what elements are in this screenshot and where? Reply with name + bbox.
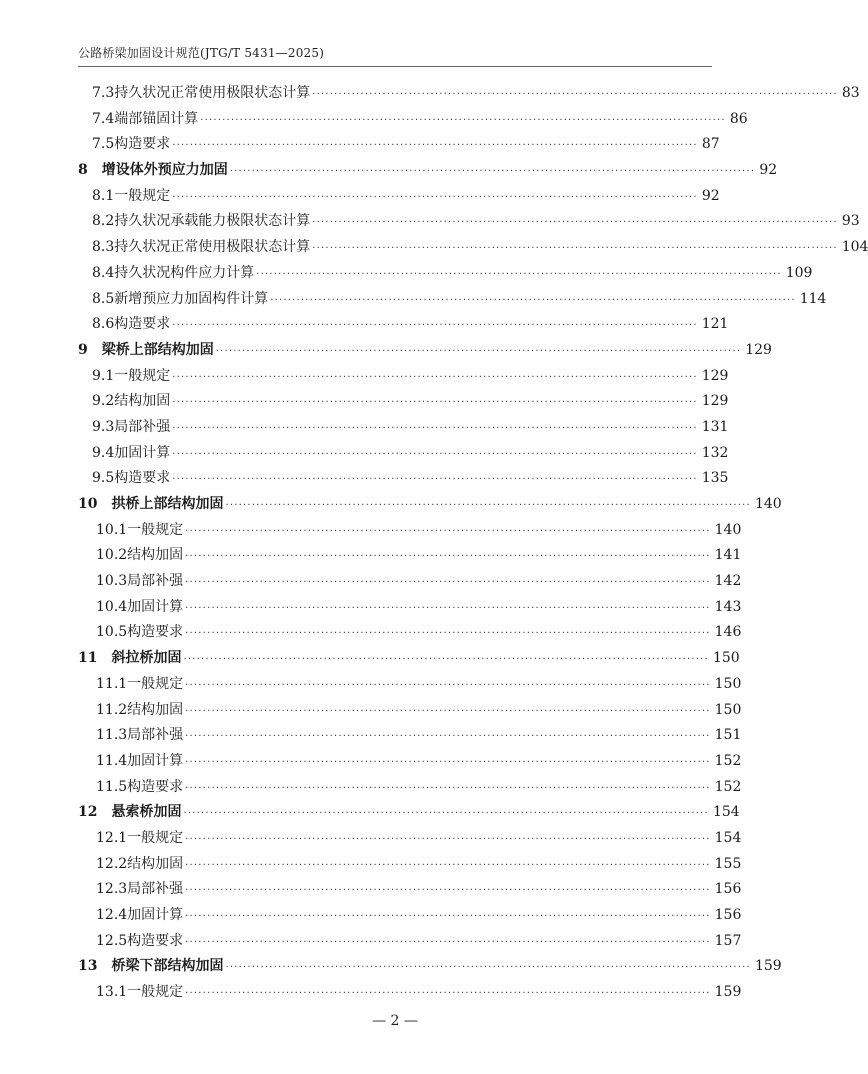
toc-entry-title: 构造要求 (114, 136, 171, 153)
toc-entry-number: 7.4 (92, 110, 115, 127)
dot-leader: ························································································································ (172, 140, 698, 152)
toc-entry-title: 增设体外预应力加固 (101, 162, 228, 179)
toc-entry-title: 持久状况构件应力计算 (114, 264, 255, 281)
toc-entry-page: 157 (714, 932, 742, 949)
dot-leader: ························································································································ (312, 217, 838, 229)
toc-section-entry[interactable] (78, 903, 742, 929)
toc-entry-page: 154 (714, 829, 742, 846)
toc-entry-title: 加固计算 (127, 907, 184, 923)
dot-leader: ························································································································ (183, 808, 709, 820)
dot-leader: ························································································································ (185, 782, 711, 794)
dot-leader: ························································································································ (185, 679, 711, 691)
dot-leader: ························································································································ (312, 89, 838, 100)
toc-entry-title: 一般规定 (114, 187, 171, 204)
toc-entry-page: 93 (841, 213, 860, 230)
toc-entry-page: 104 (841, 239, 868, 256)
toc-entry-page: 154 (712, 804, 740, 821)
toc-entry-number: 11.3 (96, 727, 128, 744)
toc-entry-number: 12.1 (96, 829, 128, 846)
dot-leader: ························································································································ (215, 345, 742, 357)
toc-entry-page: 92 (759, 162, 778, 179)
toc-entry-title: 结构加固 (127, 855, 184, 872)
toc-section-entry[interactable] (78, 518, 742, 544)
toc-entry-number: 7.3 (92, 85, 115, 101)
toc-entry-title: 局部补强 (127, 573, 184, 590)
toc-entry-number: 9.5 (92, 470, 115, 487)
toc-section-entry[interactable] (78, 749, 742, 775)
toc-entry-page: 114 (799, 290, 827, 307)
toc-entry-title: 构造要求 (127, 624, 184, 641)
toc-entry-page: 86 (729, 110, 748, 127)
toc-entry-page: 135 (701, 470, 729, 487)
toc-section-entry[interactable] (78, 209, 860, 235)
toc-entry-page: 146 (714, 624, 742, 641)
toc-entry-number: 8.6 (92, 316, 115, 333)
toc-entry-number: 10 (78, 496, 98, 512)
toc-entry-title: 局部补强 (127, 727, 184, 744)
toc-entry-title: 持久状况正常使用极限状态计算 (114, 239, 311, 256)
toc-entry-title: 构造要求 (114, 470, 171, 487)
toc-entry-title: 构造要求 (114, 316, 171, 333)
dot-leader: ························································································································ (185, 525, 711, 537)
dot-leader: ························································································································ (185, 833, 711, 845)
toc-entry-number: 11.5 (96, 778, 128, 795)
toc-section-entry[interactable] (78, 415, 729, 441)
toc-entry-title: 结构加固 (114, 393, 171, 410)
toc-chapter-entry[interactable] (78, 158, 778, 184)
page-number: — 2 — (372, 1013, 418, 1029)
toc-entry-title: 持久状况承载能力极限状态计算 (114, 213, 311, 230)
toc-section-entry[interactable] (78, 877, 742, 903)
toc-section-entry[interactable] (78, 287, 827, 313)
toc-entry-number: 12.4 (96, 907, 128, 923)
toc-entry-page: 109 (785, 264, 813, 281)
toc-chapter-entry[interactable] (78, 954, 782, 980)
dot-leader: ························································································································ (172, 448, 698, 460)
toc-entry-title: 梁桥上部结构加固 (101, 341, 214, 358)
toc-entry-number: 8.3 (92, 239, 115, 256)
toc-section-entry[interactable] (78, 132, 720, 158)
toc-entry-title: 加固计算 (127, 752, 184, 769)
toc-entry-page: 152 (714, 752, 742, 769)
toc-section-entry[interactable] (78, 107, 748, 133)
toc-entry-page: 152 (714, 778, 742, 795)
toc-entry-page: 156 (714, 881, 742, 898)
dot-leader: ························································································································ (185, 859, 711, 871)
toc-section-entry[interactable] (78, 81, 860, 107)
toc-entry-number: 12 (78, 804, 98, 821)
toc-entry-title: 斜拉桥加固 (111, 650, 182, 667)
toc-entry-number: 12.3 (96, 881, 128, 898)
toc-entry-page: 151 (714, 727, 742, 744)
dot-leader: ························································································································ (185, 936, 711, 948)
toc-chapter-entry[interactable] (78, 800, 740, 826)
toc-entry-number: 9.1 (92, 367, 115, 384)
toc-entry-title: 构造要求 (127, 778, 184, 795)
toc-entry-title: 持久状况正常使用极限状态计算 (114, 85, 311, 101)
toc-section-entry[interactable] (78, 184, 720, 210)
dot-leader: ························································································································ (185, 988, 711, 1000)
dot-leader: ························································································································ (172, 371, 698, 383)
toc-section-entry[interactable] (78, 364, 729, 390)
toc-entry-page: 150 (714, 701, 742, 718)
toc-entry-page: 142 (714, 573, 742, 590)
toc-entry-number: 7.5 (92, 136, 115, 153)
toc-entry-title: 一般规定 (127, 521, 184, 538)
toc-section-entry[interactable] (78, 261, 813, 287)
toc-section-entry[interactable] (78, 852, 742, 878)
toc-section-entry[interactable] (78, 569, 742, 595)
dot-leader: ························································································································ (183, 654, 709, 666)
toc-entry-number: 13.1 (96, 984, 128, 1001)
toc-section-entry[interactable] (78, 312, 729, 338)
toc-entry-title: 构造要求 (127, 932, 184, 949)
toc-section-entry[interactable] (78, 672, 742, 698)
toc-entry-number: 9 (78, 341, 88, 358)
toc-entry-title: 一般规定 (114, 367, 171, 384)
toc-entry-number: 11 (78, 650, 98, 667)
toc-entry-title: 一般规定 (127, 829, 184, 846)
dot-leader: ························································································································ (172, 397, 698, 409)
dot-leader: ························································································································ (185, 705, 711, 717)
toc-entry-number: 13 (78, 958, 98, 975)
header-divider (78, 66, 712, 67)
toc-entry-page: 140 (714, 521, 742, 538)
toc-section-entry[interactable] (78, 441, 729, 467)
toc-section-entry[interactable] (78, 775, 742, 801)
dot-leader: ························································································································ (200, 114, 726, 126)
dot-leader: ························································································································ (172, 422, 698, 434)
toc-entry-number: 10.3 (96, 573, 128, 590)
dot-leader: ························································································································ (185, 731, 711, 743)
toc-entry-page: 92 (701, 187, 720, 204)
dot-leader: ························································································································ (172, 474, 698, 486)
toc-chapter-entry[interactable] (78, 646, 740, 672)
dot-leader: ························································································································ (225, 962, 751, 974)
toc-entry-title: 局部补强 (114, 418, 171, 435)
toc-section-entry[interactable] (78, 466, 729, 492)
toc-entry-number: 8.4 (92, 264, 115, 281)
toc-entry-number: 11.4 (96, 752, 128, 769)
toc-entry-page: 132 (701, 444, 729, 461)
toc-entry-page: 129 (701, 393, 729, 410)
dot-leader: ························································································································ (185, 885, 711, 897)
dot-leader: ························································································································ (185, 911, 711, 922)
toc-entry-title: 结构加固 (127, 547, 184, 564)
dot-leader: ························································································································ (185, 602, 711, 614)
running-header: 公路桥梁加固设计规范(JTG/T 5431—2025) (78, 46, 325, 60)
toc-entry-number: 12.2 (96, 855, 128, 872)
toc-entry-page: 121 (701, 316, 729, 333)
toc-section-entry[interactable] (78, 723, 742, 749)
toc-entry-page: 156 (714, 907, 742, 923)
toc-chapter-entry[interactable] (78, 492, 782, 518)
toc-entry-number: 9.4 (92, 444, 115, 461)
toc-section-entry[interactable] (78, 235, 868, 261)
dot-leader: ························································································································ (185, 756, 711, 768)
toc-entry-page: 140 (754, 496, 782, 512)
toc-entry-number: 10.4 (96, 598, 128, 615)
dot-leader: ························································································································ (312, 243, 838, 255)
dot-leader: ························································································································ (229, 166, 756, 178)
toc-entry-page: 150 (712, 650, 740, 667)
toc-entry-page: 131 (701, 418, 729, 435)
toc-entry-number: 8 (78, 162, 88, 179)
toc-section-entry[interactable] (78, 543, 742, 569)
toc-entry-page: 129 (745, 341, 772, 358)
table-of-contents (78, 81, 868, 1006)
toc-entry-page: 159 (714, 984, 742, 1001)
toc-entry-title: 悬索桥加固 (111, 804, 182, 821)
dot-leader: ························································································································ (256, 268, 782, 280)
toc-section-entry[interactable] (78, 826, 742, 852)
toc-entry-number: 12.5 (96, 932, 128, 949)
toc-entry-title: 桥梁下部结构加固 (111, 958, 224, 975)
dot-leader: ························································································································ (185, 628, 711, 640)
dot-leader: ························································································································ (172, 320, 698, 332)
toc-entry-number: 11.1 (96, 675, 128, 692)
dot-leader: ························································································································ (172, 191, 698, 203)
dot-leader: ························································································································ (185, 577, 711, 589)
toc-section-entry[interactable] (78, 389, 729, 415)
dot-leader: ························································································································ (270, 294, 796, 306)
toc-section-entry[interactable] (78, 620, 742, 646)
toc-entry-title: 一般规定 (127, 984, 184, 1001)
toc-entry-title: 一般规定 (127, 675, 184, 692)
toc-entry-number: 9.3 (92, 418, 115, 435)
toc-entry-number: 8.2 (92, 213, 115, 230)
toc-entry-page: 141 (714, 547, 742, 564)
toc-entry-title: 拱桥上部结构加固 (111, 496, 224, 512)
toc-entry-title: 端部锚固计算 (114, 110, 199, 127)
toc-entry-page: 143 (714, 598, 742, 615)
toc-entry-page: 129 (701, 367, 729, 384)
toc-entry-number: 11.2 (96, 701, 128, 718)
dot-leader: ························································································································ (225, 500, 751, 511)
toc-entry-page: 87 (701, 136, 720, 153)
toc-entry-page: 159 (754, 958, 782, 975)
toc-section-entry[interactable] (78, 698, 742, 724)
toc-entry-title: 新增预应力加固构件计算 (114, 290, 269, 307)
toc-section-entry[interactable] (78, 929, 742, 955)
toc-entry-number: 10.1 (96, 521, 128, 538)
toc-entry-title: 结构加固 (127, 701, 184, 718)
toc-chapter-entry[interactable] (78, 338, 772, 364)
toc-entry-title: 局部补强 (127, 881, 184, 898)
toc-entry-title: 加固计算 (127, 598, 184, 615)
toc-entry-page: 150 (714, 675, 742, 692)
toc-entry-number: 8.5 (92, 290, 115, 307)
toc-entry-title: 加固计算 (114, 444, 171, 461)
toc-entry-page: 155 (714, 855, 742, 872)
toc-entry-number: 8.1 (92, 187, 115, 204)
toc-entry-number: 9.2 (92, 393, 115, 410)
toc-entry-number: 10.5 (96, 624, 128, 641)
dot-leader: ························································································································ (185, 551, 711, 563)
toc-entry-number: 10.2 (96, 547, 128, 564)
toc-entry-page: 83 (841, 85, 860, 101)
toc-section-entry[interactable] (78, 980, 742, 1006)
toc-section-entry[interactable] (78, 595, 742, 621)
